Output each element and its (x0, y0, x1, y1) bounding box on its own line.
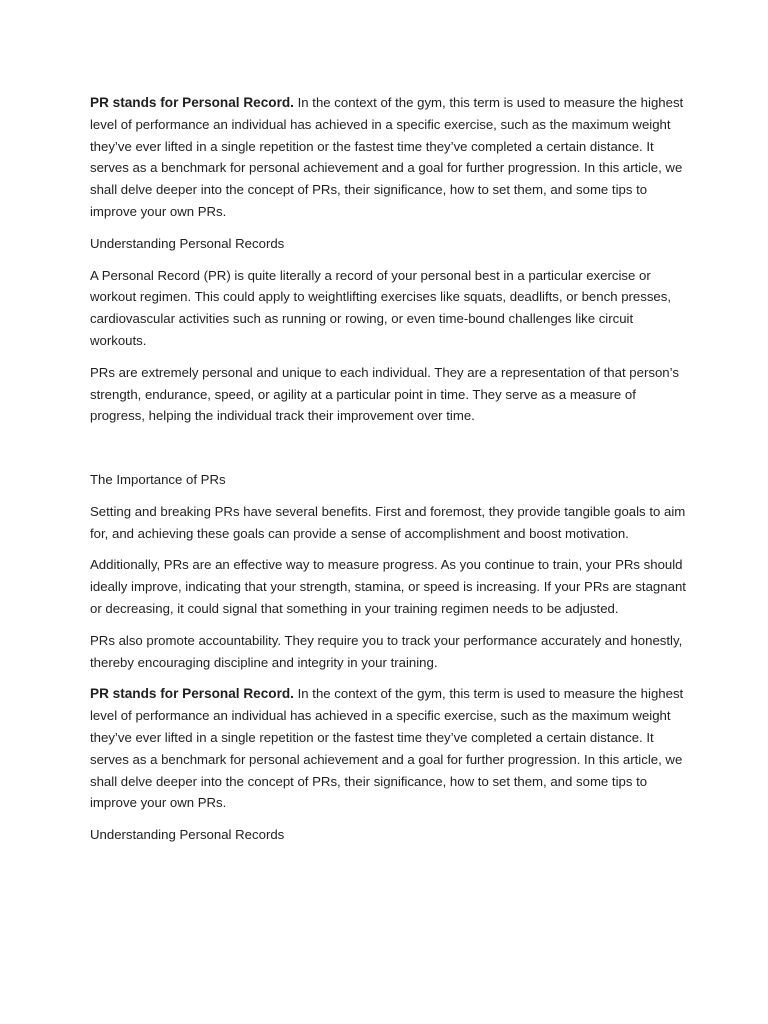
paragraph-text: In the context of the gym, this term is used to measure the highest level of performance an individual has achieved in a specific exercise, such as the maximum weight they’ve ever lifted in a single repetition or the fastest time they’ve completed a certain distance. It serves as a benchmark for personal achievement and a goal for further progression. In this article, we shall delve deeper into the concept of PRs, their significance, how to set them, and some tips to improve your own PRs. (90, 686, 684, 811)
paragraph-text: In the context of the gym, this term is used to measure the highest level of performance an individual has achieved in a specific exercise, such as the maximum weight they’ve ever lifted in a single repetition or the fastest time they’ve completed a certain distance. It serves as a benchmark for personal achievement and a goal for further progression. In this article, we shall delve deeper into the concept of PRs, their significance, how to set them, and some tips to improve your own PRs. (90, 95, 684, 219)
section-heading-importance: The Importance of PRs (90, 471, 226, 487)
document-body (90, 92, 690, 856)
paragraph-lead: PR stands for Personal Record. (90, 95, 294, 110)
paragraph-progress: Additionally, PRs are an effective way to measure progress. As you continue to train, your PRs should ideally improve, indicating that your strength, stamina, or speed is increasing. If your PRs are stagnant or decreasing, it could signal that something in your training regimen needs to be adjusted. (90, 557, 686, 616)
section-heading-understanding: Understanding Personal Records (90, 235, 285, 251)
paragraph-personal: PRs are extremely personal and unique to each individual. They are a representation of that person’s strength, endurance, speed, or agility at a particular point in time. They serve as a measure of progress, helping the individual track their improvement over time. (90, 364, 679, 424)
paragraph-intro-repeat (90, 683, 690, 814)
section-heading-understanding-repeat: Understanding Personal Records (90, 827, 285, 843)
paragraph-lead: PR stands for Personal Record. (90, 686, 294, 702)
paragraph-intro (90, 92, 690, 223)
paragraph-definition: A Personal Record (PR) is quite literally a record of your personal best in a particular exercise or workout regimen. This could apply to weightlifting exercises like squats, deadlifts, or bench presses, cardiovascular activities such as running or rowing, or even time-bound challenges like circuit workouts. (90, 267, 672, 348)
blank-line (90, 437, 690, 459)
paragraph-benefits: Setting and breaking PRs have several benefits. First and foremost, they provide tangible goals to aim for, and achieving these goals can provide a sense of accomplishment and boost motivation. (90, 503, 686, 541)
paragraph-accountability: PRs also promote accountability. They require you to track your performance accurately and honestly, thereby encouraging discipline and integrity in your training. (90, 632, 683, 670)
